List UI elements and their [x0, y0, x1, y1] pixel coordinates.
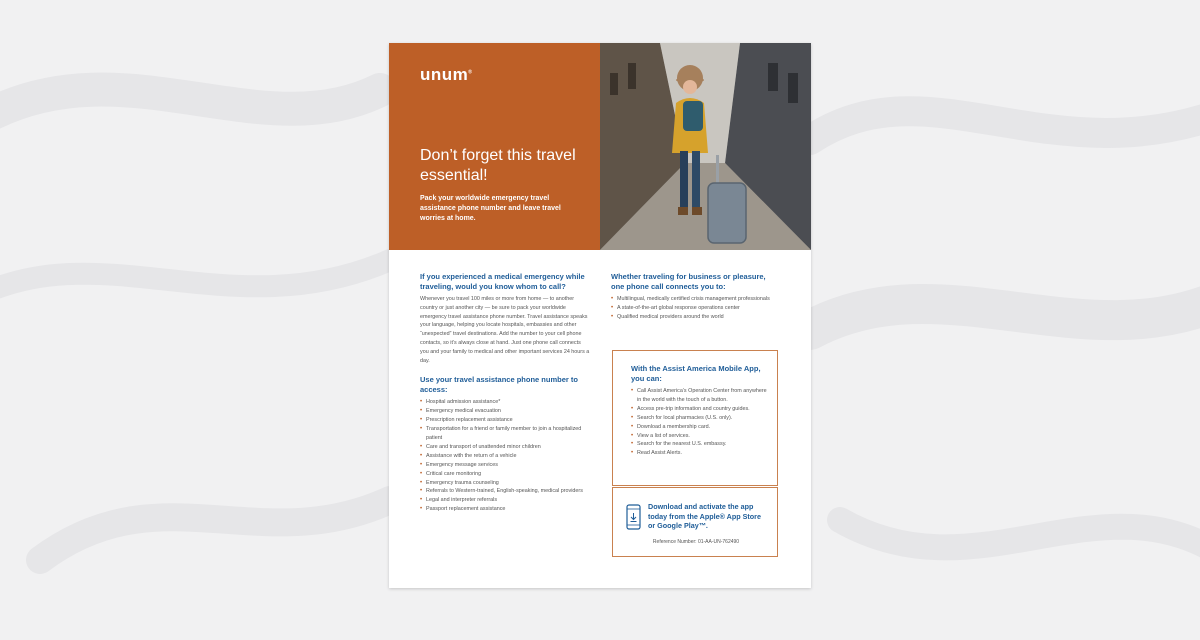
- services-list: [420, 398, 590, 514]
- download-box: [612, 487, 778, 557]
- unum-logo: unum®: [420, 65, 473, 84]
- list-item: • Download a membership card.: [631, 423, 711, 430]
- connects-list: [611, 295, 781, 322]
- medical-emergency-heading: If you experienced a medical emergency while traveling, would you know whom to call?: [420, 272, 585, 291]
- list-item: • Hospital admission assistance*: [420, 399, 501, 406]
- list-item: • Search for local pharmacies (U.S. only).: [631, 414, 733, 421]
- hero-title: Don’t forget this travel essential!: [420, 147, 576, 184]
- hero-panel: [389, 43, 600, 250]
- list-item: • Transportation for a friend or family member to join a hospitalized patient: [420, 426, 582, 441]
- list-item: • Critical care monitoring: [420, 470, 482, 477]
- access-heading: Use your travel assistance phone number to access:: [420, 375, 578, 394]
- flyer-page: [389, 43, 811, 588]
- list-item: • Multilingual, medically certified crisis management professionals: [611, 296, 770, 302]
- download-app-text: Download and activate the app today from the Apple® App Store or Google Play™.: [648, 502, 761, 531]
- list-item: • A state-of-the-art global response operations center: [611, 304, 740, 311]
- phone-call-heading: Whether traveling for business or pleasure, one phone call connects you to:: [611, 272, 766, 291]
- right-column: [611, 272, 781, 322]
- list-item: • Call Assist America’s Operation Center from anywhere in the world with the touch of a button.: [631, 388, 767, 403]
- list-item: • Read Assist Alerts.: [631, 450, 682, 457]
- list-item: • Emergency message services: [420, 461, 498, 468]
- list-item: • Search for the nearest U.S. embassy.: [631, 441, 727, 448]
- hero-subtitle: Pack your worldwide emergency travel assistance phone number and leave travel worries at home.: [420, 195, 561, 222]
- intro-paragraph: Whenever you travel 100 miles or more from home — to another country or just another city — be sure to pack your worldwide emergency travel assistance phone number. Travel assistance speaks your language, helping you locate hospitals, embassies and other “unexpected” travel destinations. Add the number to your cell phone contacts, so it’s always close at hand. Just one phone call connects you and your family to medical and other important services 24 hours a day.: [420, 296, 590, 364]
- phone-download-icon: [626, 504, 641, 530]
- mobile-app-box: [612, 350, 778, 486]
- list-item: • Emergency medical evacuation: [420, 408, 501, 415]
- list-item: • Access pre-trip information and country guides.: [631, 405, 750, 412]
- list-item: • Emergency trauma counseling: [420, 479, 499, 486]
- list-item: • Assistance with the return of a vehicle: [420, 452, 517, 459]
- list-item: • Referrals to Western-trained, English-speaking, medical providers: [420, 488, 583, 495]
- list-item: • Prescription replacement assistance: [420, 417, 513, 424]
- list-item: • Legal and interpreter referrals: [420, 497, 498, 504]
- mobile-app-heading: With the Assist America Mobile App, you can:: [631, 364, 761, 383]
- list-item: • View a list of services.: [631, 432, 690, 439]
- left-column: [420, 272, 590, 514]
- list-item: • Passport replacement assistance: [420, 506, 506, 513]
- list-item: • Care and transport of unattended minor children: [420, 443, 541, 450]
- list-item: • Qualified medical providers around the world: [611, 313, 724, 320]
- reference-number: Reference Number: 01-AA-UN-762490: [652, 539, 740, 545]
- traveler-photo: [600, 43, 811, 250]
- app-features-list: [631, 387, 767, 458]
